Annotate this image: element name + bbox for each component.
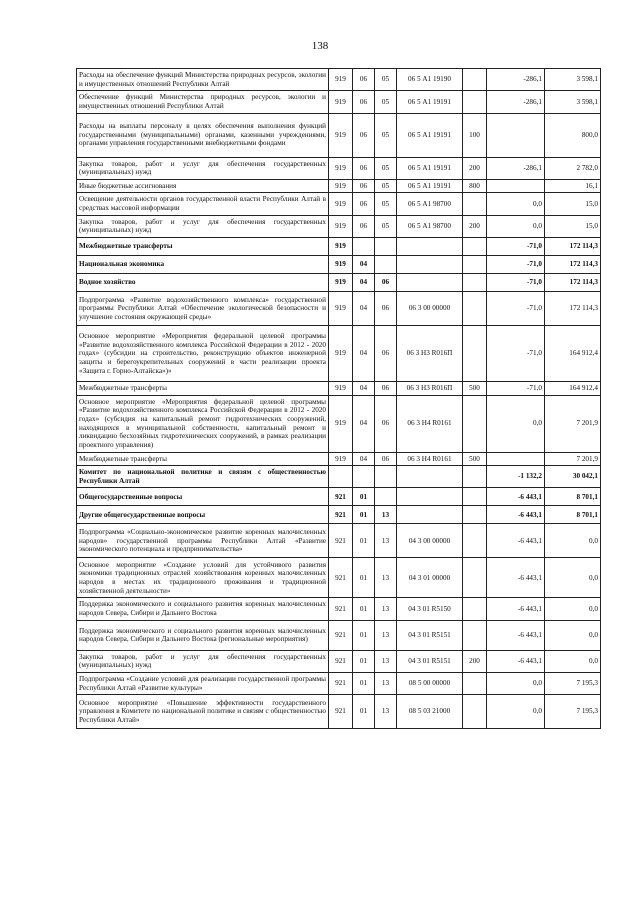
item-name: Обеспечение функций Министерства природных ресурсов, экологии и имущественных отношений Республики Алтай bbox=[77, 91, 329, 113]
amount-total: 3 598,1 bbox=[545, 91, 601, 113]
ministry-code: 919 bbox=[329, 292, 353, 326]
target-article-code: 04 3 01 00000 bbox=[397, 558, 463, 598]
table-row bbox=[77, 488, 601, 506]
expense-type-code: 500 bbox=[463, 452, 487, 466]
amount-total: 800,0 bbox=[545, 113, 601, 157]
section-code: 06 bbox=[353, 69, 375, 91]
expense-type-code bbox=[463, 558, 487, 598]
target-article-code bbox=[397, 488, 463, 506]
item-name: Межбюджетные трансферты bbox=[77, 238, 329, 256]
target-article-code: 06 3 Н4 R0161 bbox=[397, 452, 463, 466]
item-name: Подпрограмма «Развитие водохозяйственного комплекса» государственной программы Республики Алтай «Обеспечение экологической безопасности и улучшение состояния окружающей среды» bbox=[77, 292, 329, 326]
amount-change bbox=[487, 179, 545, 193]
section-code: 06 bbox=[353, 157, 375, 179]
target-article-code: 06 5 А1 19191 bbox=[397, 113, 463, 157]
ministry-code: 919 bbox=[329, 157, 353, 179]
target-article-code: 06 3 00 00000 bbox=[397, 292, 463, 326]
expense-type-code bbox=[463, 695, 487, 729]
subsection-code: 05 bbox=[375, 215, 397, 237]
amount-total: 0,0 bbox=[545, 620, 601, 650]
ministry-code bbox=[329, 466, 353, 488]
subsection-code: 13 bbox=[375, 650, 397, 672]
amount-change: 0,0 bbox=[487, 695, 545, 729]
amount-change: -71,0 bbox=[487, 326, 545, 382]
amount-total: 172 114,3 bbox=[545, 238, 601, 256]
expense-type-code: 200 bbox=[463, 157, 487, 179]
amount-total: 164 912,4 bbox=[545, 382, 601, 396]
section-code: 06 bbox=[353, 113, 375, 157]
item-name: Освещение деятельности органов государственной власти Республики Алтай в средствах массовой информации bbox=[77, 193, 329, 215]
item-name: Расходы на обеспечение функций Министерства природных ресурсов, экологии и имущественных отношений Республики Алтай bbox=[77, 69, 329, 91]
table-row bbox=[77, 157, 601, 179]
table-row bbox=[77, 466, 601, 488]
expense-type-code bbox=[463, 395, 487, 452]
section-code: 04 bbox=[353, 452, 375, 466]
section-code: 04 bbox=[353, 292, 375, 326]
item-name: Водное хозяйство bbox=[77, 274, 329, 292]
expense-type-code bbox=[463, 292, 487, 326]
amount-change: -6 443,1 bbox=[487, 620, 545, 650]
budget-table bbox=[76, 68, 601, 729]
target-article-code: 06 5 А1 19191 bbox=[397, 157, 463, 179]
subsection-code bbox=[375, 488, 397, 506]
amount-change: -6 443,1 bbox=[487, 650, 545, 672]
item-name: Межбюджетные трансферты bbox=[77, 382, 329, 396]
item-name: Общегосударственные вопросы bbox=[77, 488, 329, 506]
subsection-code: 06 bbox=[375, 395, 397, 452]
ministry-code: 921 bbox=[329, 673, 353, 695]
table-row bbox=[77, 382, 601, 396]
amount-total: 8 701,1 bbox=[545, 488, 601, 506]
subsection-code: 06 bbox=[375, 326, 397, 382]
item-name: Подпрограмма «Социально-экономическое развитие коренных малочисленных народов» государственной программы Республики Алтай «Развитие экономического потенциала и предпринимательства» bbox=[77, 524, 329, 558]
subsection-code: 13 bbox=[375, 620, 397, 650]
expense-type-code bbox=[463, 620, 487, 650]
expense-type-code bbox=[463, 274, 487, 292]
item-name: Национальная экономика bbox=[77, 256, 329, 274]
subsection-code bbox=[375, 238, 397, 256]
expense-type-code bbox=[463, 69, 487, 91]
section-code: 06 bbox=[353, 91, 375, 113]
item-name: Расходы на выплаты персоналу в целях обеспечения выполнения функций государственными (муниципальными) органами, казенными учреждениями, органами управления государственными внебюджетными фондами bbox=[77, 113, 329, 157]
section-code bbox=[353, 238, 375, 256]
table-row bbox=[77, 179, 601, 193]
amount-total: 0,0 bbox=[545, 558, 601, 598]
subsection-code: 13 bbox=[375, 695, 397, 729]
target-article-code: 06 5 А1 19191 bbox=[397, 91, 463, 113]
expense-type-code bbox=[463, 524, 487, 558]
amount-change bbox=[487, 452, 545, 466]
subsection-code bbox=[375, 256, 397, 274]
subsection-code: 05 bbox=[375, 179, 397, 193]
ministry-code: 919 bbox=[329, 395, 353, 452]
target-article-code: 06 5 А1 19191 bbox=[397, 179, 463, 193]
amount-change: -6 443,1 bbox=[487, 506, 545, 524]
subsection-code: 05 bbox=[375, 69, 397, 91]
ministry-code: 921 bbox=[329, 620, 353, 650]
table-row bbox=[77, 650, 601, 672]
ministry-code: 921 bbox=[329, 695, 353, 729]
ministry-code: 919 bbox=[329, 193, 353, 215]
amount-total: 7 201,9 bbox=[545, 452, 601, 466]
amount-total: 0,0 bbox=[545, 650, 601, 672]
target-article-code: 06 3 Н3 R016П bbox=[397, 382, 463, 396]
expense-type-code bbox=[463, 91, 487, 113]
subsection-code: 05 bbox=[375, 91, 397, 113]
item-name: Основное мероприятие «Создание условий для устойчивого развития экономики традиционных отраслей хозяйствования коренных малочисленных народов в местах их традиционного проживания и традиционной хозяйственной деятельности» bbox=[77, 558, 329, 598]
amount-total: 7 195,3 bbox=[545, 695, 601, 729]
amount-change: -71,0 bbox=[487, 238, 545, 256]
table-row bbox=[77, 506, 601, 524]
table-row bbox=[77, 69, 601, 91]
amount-total: 164 912,4 bbox=[545, 326, 601, 382]
ministry-code: 919 bbox=[329, 113, 353, 157]
amount-total: 172 114,3 bbox=[545, 274, 601, 292]
expense-type-code: 500 bbox=[463, 382, 487, 396]
ministry-code: 919 bbox=[329, 256, 353, 274]
item-name: Другие общегосударственные вопросы bbox=[77, 506, 329, 524]
amount-total: 172 114,3 bbox=[545, 292, 601, 326]
amount-change: -286,1 bbox=[487, 69, 545, 91]
table-row bbox=[77, 113, 601, 157]
amount-change: 0,0 bbox=[487, 395, 545, 452]
section-code: 04 bbox=[353, 382, 375, 396]
section-code: 01 bbox=[353, 695, 375, 729]
target-article-code: 06 5 А1 98700 bbox=[397, 215, 463, 237]
expense-type-code: 200 bbox=[463, 650, 487, 672]
ministry-code: 919 bbox=[329, 274, 353, 292]
expense-type-code bbox=[463, 256, 487, 274]
item-name: Основное мероприятие «Мероприятия федеральной целевой программы «Развитие водохозяйственного комплекса Российской Федерации в 2012 - 2020 годах» (субсидии на строительство, реконструкцию объектов инженерной защиты и берегоукрепительных сооружений в части реализации проекта «Защита г. Горно-Алтайска»)» bbox=[77, 326, 329, 382]
ministry-code: 921 bbox=[329, 558, 353, 598]
amount-change: -6 443,1 bbox=[487, 598, 545, 620]
subsection-code: 06 bbox=[375, 292, 397, 326]
table-row bbox=[77, 673, 601, 695]
subsection-code: 05 bbox=[375, 113, 397, 157]
expense-type-code bbox=[463, 506, 487, 524]
amount-total: 7 195,3 bbox=[545, 673, 601, 695]
subsection-code: 13 bbox=[375, 673, 397, 695]
expense-type-code: 200 bbox=[463, 215, 487, 237]
target-article-code bbox=[397, 274, 463, 292]
subsection-code: 05 bbox=[375, 193, 397, 215]
amount-change: -71,0 bbox=[487, 292, 545, 326]
target-article-code bbox=[397, 466, 463, 488]
target-article-code bbox=[397, 238, 463, 256]
section-code: 01 bbox=[353, 673, 375, 695]
expense-type-code: 800 bbox=[463, 179, 487, 193]
amount-total: 0,0 bbox=[545, 524, 601, 558]
amount-total: 8 701,1 bbox=[545, 506, 601, 524]
subsection-code: 06 bbox=[375, 382, 397, 396]
expense-type-code bbox=[463, 673, 487, 695]
table-row bbox=[77, 395, 601, 452]
target-article-code: 06 5 А1 19190 bbox=[397, 69, 463, 91]
section-code: 04 bbox=[353, 395, 375, 452]
table-row bbox=[77, 238, 601, 256]
table-row bbox=[77, 215, 601, 237]
item-name: Закупка товаров, работ и услуг для обеспечения государственных (муниципальных) нужд bbox=[77, 215, 329, 237]
amount-total: 0,0 bbox=[545, 598, 601, 620]
item-name: Основное мероприятие «Мероприятия федеральной целевой программы «Развитие водохозяйственного комплекса Российской Федерации в 2012 - 2020 годах» (субсидия на капитальный ремонт гидротехнических сооружений, находящихся в муниципальной собственности, капитальный ремонт и ликвидацию бесхозяйных гидротехнических сооружений, в рамках реализации проектного управления) bbox=[77, 395, 329, 452]
ministry-code: 921 bbox=[329, 506, 353, 524]
section-code: 01 bbox=[353, 506, 375, 524]
section-code: 01 bbox=[353, 558, 375, 598]
amount-total: 3 598,1 bbox=[545, 69, 601, 91]
expense-type-code bbox=[463, 466, 487, 488]
amount-total: 16,1 bbox=[545, 179, 601, 193]
subsection-code: 13 bbox=[375, 524, 397, 558]
ministry-code: 921 bbox=[329, 650, 353, 672]
ministry-code: 921 bbox=[329, 598, 353, 620]
target-article-code: 04 3 01 R5151 bbox=[397, 620, 463, 650]
subsection-code: 13 bbox=[375, 598, 397, 620]
item-name: Комитет по национальной политике и связям с общественностью Республики Алтай bbox=[77, 466, 329, 488]
amount-change: -71,0 bbox=[487, 382, 545, 396]
target-article-code: 06 3 Н3 R016П bbox=[397, 326, 463, 382]
section-code: 06 bbox=[353, 215, 375, 237]
item-name: Поддержка экономического и социального развития коренных малочисленных народов Севера, Сибири и Дальнего Востока bbox=[77, 598, 329, 620]
ministry-code: 919 bbox=[329, 179, 353, 193]
amount-change: 0,0 bbox=[487, 673, 545, 695]
item-name: Подпрограмма «Создание условий для реализации государственной программы Республики Алтай «Развитие культуры» bbox=[77, 673, 329, 695]
amount-change: 0,0 bbox=[487, 215, 545, 237]
amount-total: 2 782,0 bbox=[545, 157, 601, 179]
section-code: 01 bbox=[353, 620, 375, 650]
subsection-code: 06 bbox=[375, 274, 397, 292]
target-article-code: 04 3 00 00000 bbox=[397, 524, 463, 558]
section-code: 04 bbox=[353, 274, 375, 292]
item-name: Иные бюджетные ассигнования bbox=[77, 179, 329, 193]
subsection-code: 06 bbox=[375, 452, 397, 466]
target-article-code: 06 5 А1 98700 bbox=[397, 193, 463, 215]
ministry-code: 921 bbox=[329, 524, 353, 558]
section-code: 01 bbox=[353, 524, 375, 558]
expense-type-code: 100 bbox=[463, 113, 487, 157]
item-name: Закупка товаров, работ и услуг для обеспечения государственных (муниципальных) нужд bbox=[77, 650, 329, 672]
ministry-code: 919 bbox=[329, 69, 353, 91]
table-row bbox=[77, 524, 601, 558]
item-name: Основное мероприятие «Повышение эффективности государственного управления в Комитете по национальной политике и связям с общественностью Республики Алтай» bbox=[77, 695, 329, 729]
expense-type-code bbox=[463, 488, 487, 506]
section-code: 01 bbox=[353, 598, 375, 620]
amount-change: -6 443,1 bbox=[487, 558, 545, 598]
page-number: 138 bbox=[311, 40, 329, 52]
target-article-code: 04 3 01 R5151 bbox=[397, 650, 463, 672]
expense-type-code bbox=[463, 326, 487, 382]
ministry-code: 919 bbox=[329, 326, 353, 382]
subsection-code: 13 bbox=[375, 506, 397, 524]
section-code: 06 bbox=[353, 179, 375, 193]
section-code: 01 bbox=[353, 650, 375, 672]
amount-change: -71,0 bbox=[487, 256, 545, 274]
ministry-code: 921 bbox=[329, 488, 353, 506]
table-row bbox=[77, 695, 601, 729]
target-article-code: 08 5 03 21000 bbox=[397, 695, 463, 729]
table-row bbox=[77, 620, 601, 650]
amount-change bbox=[487, 113, 545, 157]
table-row bbox=[77, 256, 601, 274]
section-code: 04 bbox=[353, 256, 375, 274]
amount-change: -286,1 bbox=[487, 91, 545, 113]
amount-change: -71,0 bbox=[487, 274, 545, 292]
item-name: Поддержка экономического и социального развития коренных малочисленных народов Севера, Сибири и Дальнего Востока (региональные мероприятия) bbox=[77, 620, 329, 650]
subsection-code bbox=[375, 466, 397, 488]
amount-total: 15,0 bbox=[545, 215, 601, 237]
amount-total: 172 114,3 bbox=[545, 256, 601, 274]
table-row bbox=[77, 558, 601, 598]
ministry-code: 919 bbox=[329, 238, 353, 256]
subsection-code: 05 bbox=[375, 157, 397, 179]
target-article-code: 08 5 00 00000 bbox=[397, 673, 463, 695]
amount-change: -1 132,2 bbox=[487, 466, 545, 488]
section-code bbox=[353, 466, 375, 488]
section-code: 04 bbox=[353, 326, 375, 382]
target-article-code: 06 3 Н4 R0161 bbox=[397, 395, 463, 452]
amount-change: -6 443,1 bbox=[487, 488, 545, 506]
table-row bbox=[77, 91, 601, 113]
item-name: Межбюджетные трансферты bbox=[77, 452, 329, 466]
section-code: 01 bbox=[353, 488, 375, 506]
subsection-code: 13 bbox=[375, 558, 397, 598]
ministry-code: 919 bbox=[329, 382, 353, 396]
amount-total: 30 042,1 bbox=[545, 466, 601, 488]
ministry-code: 919 bbox=[329, 91, 353, 113]
table-row bbox=[77, 193, 601, 215]
item-name: Закупка товаров, работ и услуг для обеспечения государственных (муниципальных) нужд bbox=[77, 157, 329, 179]
table-row bbox=[77, 274, 601, 292]
target-article-code bbox=[397, 506, 463, 524]
expense-type-code bbox=[463, 193, 487, 215]
ministry-code: 919 bbox=[329, 215, 353, 237]
amount-total: 7 201,9 bbox=[545, 395, 601, 452]
amount-change: -286,1 bbox=[487, 157, 545, 179]
table-row bbox=[77, 598, 601, 620]
amount-change: 0,0 bbox=[487, 193, 545, 215]
expense-type-code bbox=[463, 238, 487, 256]
ministry-code: 919 bbox=[329, 452, 353, 466]
target-article-code bbox=[397, 256, 463, 274]
section-code: 06 bbox=[353, 193, 375, 215]
expense-type-code bbox=[463, 598, 487, 620]
table-row bbox=[77, 292, 601, 326]
amount-change: -6 443,1 bbox=[487, 524, 545, 558]
table-row bbox=[77, 326, 601, 382]
amount-total: 15,0 bbox=[545, 193, 601, 215]
target-article-code: 04 3 01 R5150 bbox=[397, 598, 463, 620]
table-row bbox=[77, 452, 601, 466]
